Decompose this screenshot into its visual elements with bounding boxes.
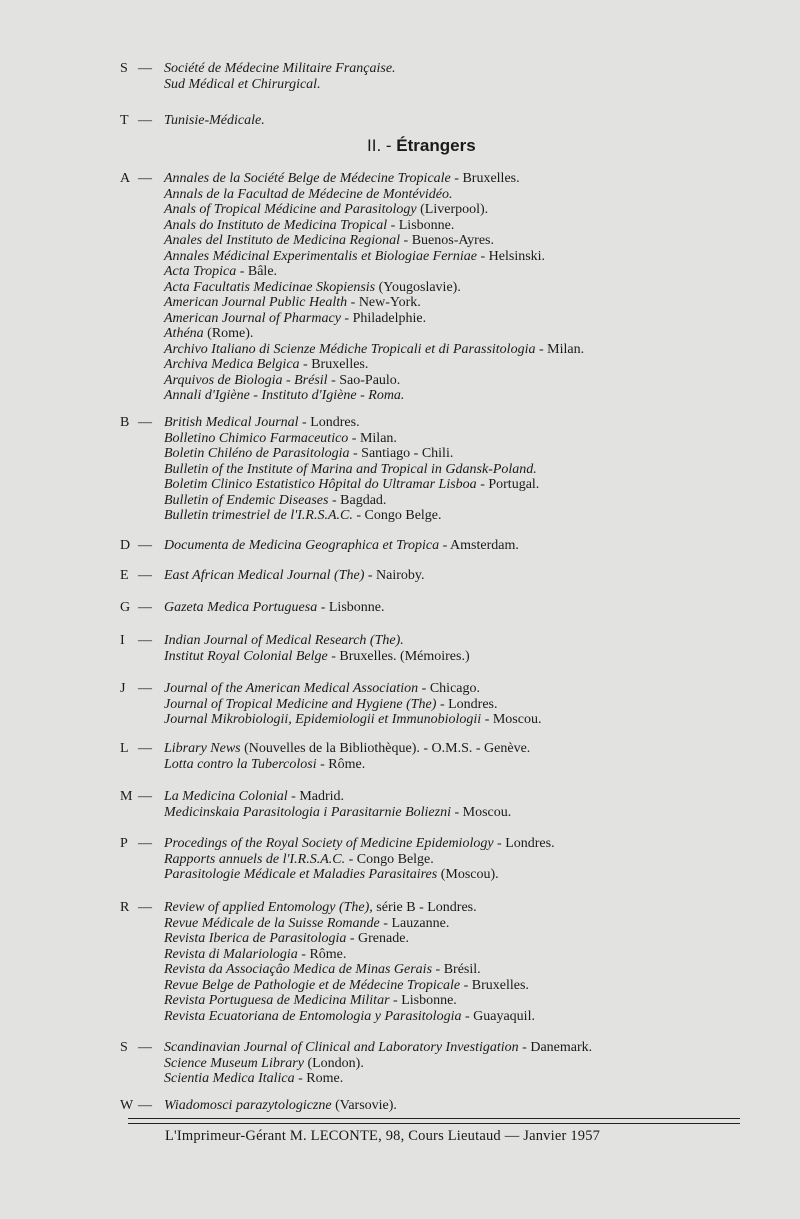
entry-separator: - [481, 712, 493, 727]
entry-text [164, 697, 498, 713]
journal-entry [0, 1009, 800, 1025]
journal-entry [0, 805, 800, 821]
journal-title: Indian Journal of Medical Research (The). [164, 633, 404, 648]
letter-dash: — [138, 741, 152, 756]
journal-entry [0, 187, 800, 203]
entry-separator: - [460, 977, 472, 993]
entry-text [164, 568, 425, 584]
entry-text [164, 342, 584, 358]
journal-title: Boletin Chiléno de Parasitologia [164, 446, 350, 461]
entry-text [164, 171, 520, 187]
journal-title: Anales del Instituto de Medicina Regional [164, 233, 401, 248]
heading-title: Étrangers [396, 136, 476, 155]
letter-group-l [0, 741, 800, 772]
letter-group-a [0, 171, 800, 404]
journal-location: Milan. [547, 341, 585, 357]
letter-dash: — [138, 1040, 152, 1055]
letter-group-b [0, 415, 800, 524]
journal-title: British Medical Journal [164, 415, 299, 430]
journal-entry [0, 681, 800, 697]
journal-location: Moscou. [462, 804, 512, 820]
entry-separator: - [299, 357, 312, 372]
journal-title: Parasitologie Médicale et Maladies Parasitaires [164, 867, 438, 882]
entry-separator: - [352, 508, 365, 523]
journal-location: Bruxelles. (Mémoires.) [339, 648, 470, 664]
entry-separator: - [346, 931, 359, 946]
entry-text [164, 649, 470, 665]
entry-text [164, 962, 481, 978]
journal-entry [0, 852, 800, 868]
section-letter: I [120, 633, 125, 648]
entry-text [164, 415, 360, 431]
section-letter: R [120, 900, 130, 915]
entry-separator: - [450, 804, 463, 820]
entry-text [164, 712, 541, 728]
journal-entry [0, 477, 800, 493]
entry-text [164, 931, 409, 947]
letter-dash: — [138, 633, 152, 648]
entry-text [164, 493, 386, 509]
journal-location: Congo Belge. [364, 508, 442, 523]
journal-title: Archiva Medica Belgica [164, 357, 300, 372]
journal-location: Bruxelles. [311, 357, 369, 372]
journal-location: Milan. [359, 430, 397, 446]
journal-location: (Varsovie). [335, 1098, 397, 1113]
entry-text [164, 1071, 343, 1087]
entry-text [164, 249, 545, 265]
entry-text [164, 633, 404, 649]
journal-entry [0, 373, 800, 389]
entry-separator: - [450, 171, 463, 186]
journal-entry [0, 218, 800, 234]
letter-group-g [0, 600, 800, 616]
journal-entry [0, 264, 800, 280]
entry-text [164, 538, 519, 554]
journal-entry [0, 633, 800, 649]
entry-separator: - [436, 696, 449, 712]
entry-text [164, 1009, 535, 1025]
journal-title: Scandinavian Journal of Clinical and Laboratory Investigation [164, 1040, 519, 1055]
journal-title: Société de Médecine Militaire Française. [164, 61, 396, 76]
journal-entry [0, 962, 800, 978]
journal-title: Revista da Associaçâo Medica de Minas Gerais [164, 962, 433, 977]
entry-separator: - [316, 756, 329, 772]
journal-entry [0, 947, 800, 963]
journal-location: Buenos-Ayres. [411, 233, 494, 248]
entry-text [164, 508, 442, 524]
journal-title: Annales de la Société Belge de Médecine Tropicale [164, 171, 451, 186]
letter-group-e [0, 568, 800, 584]
entry-separator: - [349, 446, 362, 461]
journal-location: Nairoby. [376, 568, 425, 583]
journal-title: Boletim Clinico Estatistico Hôpital do Ultramar Lisboa [164, 477, 477, 492]
journal-entry [0, 568, 800, 584]
letter-group-d [0, 538, 800, 554]
journal-title: Scientia Medica Italica [164, 1071, 295, 1086]
journal-entry [0, 900, 800, 916]
journal-entry [0, 697, 800, 713]
entry-separator: - [493, 836, 506, 851]
entry-text [164, 388, 404, 404]
entry-separator: - [476, 477, 489, 492]
entry-separator: - [340, 310, 353, 326]
journal-entry [0, 600, 800, 616]
journal-entry [0, 249, 800, 265]
journal-location: Lisbonne. [398, 217, 455, 233]
letter-group-m [0, 789, 800, 820]
journal-entry [0, 712, 800, 728]
entry-text [164, 280, 461, 296]
entry-separator: - [347, 295, 359, 310]
section-letter: W [120, 1098, 134, 1113]
letter-dash: — [138, 568, 152, 583]
journal-entry [0, 931, 800, 947]
entry-text [164, 681, 480, 697]
journal-title: Athéna [164, 326, 204, 341]
journal-location: Santiago - Chili. [361, 446, 454, 461]
entry-separator: - [298, 415, 311, 430]
entry-text [164, 233, 494, 249]
journal-title: Revue Belge de Pathologie et de Médecine Tropicale [164, 977, 461, 993]
entry-text [164, 357, 368, 373]
entry-separator: - [387, 217, 399, 233]
journal-title: East African Medical Journal (The) [164, 568, 365, 583]
letter-group-w [0, 1098, 800, 1114]
entry-text [164, 326, 253, 342]
journal-title: La Medicina Colonial [164, 789, 288, 804]
journal-location: Congo Belge. [356, 851, 434, 867]
journal-location: Danemark. [530, 1040, 593, 1055]
journal-location: Bagdad. [340, 492, 387, 508]
journal-title: Revista di Malariologia [164, 946, 298, 962]
journal-entry [0, 1056, 800, 1072]
journal-location: Chicago. [429, 681, 480, 696]
journal-location: Bruxelles. [462, 171, 520, 186]
entry-text [164, 373, 400, 389]
entry-text [164, 202, 488, 218]
letter-dash: — [138, 61, 152, 76]
entry-separator: - [236, 264, 248, 279]
letter-dash: — [138, 789, 152, 804]
entry-separator: - [348, 430, 360, 446]
journal-location: série B - Londres. [376, 900, 477, 915]
letter-group-r [0, 900, 800, 1024]
journal-location: Sao-Paulo. [339, 372, 401, 388]
entry-text [164, 61, 396, 77]
journal-title: American Journal Public Health [164, 295, 348, 310]
entry-text [164, 916, 449, 932]
entry-text [164, 1098, 397, 1114]
journal-title: Annali d'Igiène - Instituto d'Igiène - Roma. [164, 388, 405, 403]
section-letter: L [120, 741, 129, 756]
journal-location: Lauzanne. [391, 915, 450, 931]
journal-entry [0, 649, 800, 665]
letter-group-s [0, 1040, 800, 1087]
entry-text [164, 867, 499, 883]
journal-location: (Nouvelles de la Bibliothèque). - O.M.S. - Genève. [244, 741, 531, 756]
imprint-footer: L'Imprimeur-Gérant M. LECONTE, 98, Cours Lieutaud — Janvier 1957 [165, 1128, 601, 1144]
letter-dash: — [138, 600, 152, 615]
journal-title: Journal of Tropical Medicine and Hygiene (The) [164, 696, 437, 712]
journal-location: Londres. [505, 836, 555, 851]
letter-dash: — [138, 681, 152, 696]
journal-location: Madrid. [299, 789, 345, 804]
section-letter: T [120, 113, 129, 128]
entry-text [164, 789, 344, 805]
journal-title: Wiadomosci parazytologiczne [164, 1098, 332, 1113]
entry-separator: - [476, 248, 489, 264]
entry-text [164, 113, 265, 129]
journal-entry [0, 462, 800, 478]
journal-entry [0, 757, 800, 773]
journal-title: Arquivos de Biologia - Brésil [164, 372, 328, 388]
section-letter: P [120, 836, 128, 851]
journal-location: (London). [307, 1055, 364, 1071]
journal-title: Bulletin of the Institute of Marina and Tropical in Gdansk-Poland. [164, 461, 537, 477]
section-letter: B [120, 415, 130, 430]
letter-dash: — [138, 415, 152, 430]
entry-separator: - [518, 1040, 531, 1055]
section-letter: G [120, 600, 131, 615]
heading-separator: - [385, 136, 397, 155]
entry-separator: - [535, 341, 548, 357]
entry-separator: - [364, 568, 377, 583]
journal-location: Lisbonne. [401, 993, 457, 1008]
entry-text [164, 852, 434, 868]
journal-entry [0, 916, 800, 932]
journal-entry [0, 77, 800, 93]
journal-title: Library News [164, 741, 241, 756]
journal-location: Brésil. [443, 962, 481, 977]
journal-title: Archivo Italiano di Scienze Médiche Tropicali et di Parassitologia [164, 341, 536, 357]
journal-location: New-York. [358, 295, 421, 310]
entry-text [164, 805, 511, 821]
journal-title: Journal Mikrobiologii, Epidemiologii et Immunobiologii [164, 712, 482, 727]
journal-entry [0, 233, 800, 249]
letter-group-i [0, 633, 800, 664]
section-letter: J [120, 681, 126, 696]
journal-entry [0, 1098, 800, 1114]
journal-entry [0, 415, 800, 431]
letter-dash: — [138, 836, 152, 851]
journal-title: Acta Tropica [164, 264, 237, 279]
journal-entry [0, 295, 800, 311]
journal-title: Annales Médicinal Experimentalis et Biologiae Ferniae [164, 248, 477, 264]
footer-rule-bottom [128, 1123, 740, 1124]
journal-location: Guayaquil. [473, 1008, 535, 1024]
journal-title: Annals de la Facultad de Médecine de Montévidéo. [164, 186, 453, 202]
journal-entry [0, 113, 800, 129]
journal-entry [0, 836, 800, 852]
entry-text [164, 1056, 364, 1072]
entry-separator: - [345, 851, 357, 867]
section-letter: D [120, 538, 131, 553]
journal-title: Anals of Tropical Médicine and Parasitology [164, 202, 417, 217]
entry-separator: - [439, 538, 451, 553]
journal-title: Sud Médical et Chirurgical. [164, 76, 321, 92]
journal-entry [0, 446, 800, 462]
journal-location: (Liverpool). [420, 202, 489, 217]
journal-title: Revista Iberica de Parasitologia [164, 931, 347, 946]
journal-title: Institut Royal Colonial Belge [164, 648, 328, 664]
journal-title: Bolletino Chimico Farmaceutico [164, 430, 349, 446]
entry-text [164, 462, 537, 478]
journal-entry [0, 431, 800, 447]
section-letter: S [120, 1040, 128, 1055]
journal-title: Revue Médicale de la Suisse Romande [164, 915, 380, 931]
journal-location: Bruxelles. [471, 977, 529, 993]
journal-entry [0, 493, 800, 509]
journal-entry [0, 1071, 800, 1087]
journal-entry [0, 171, 800, 187]
journal-title: Procedings of the Royal Society of Medicine Epidemiology [164, 836, 494, 851]
letter-group-s [0, 61, 800, 92]
letter-group-j [0, 681, 800, 728]
journal-location: Rôme. [309, 946, 347, 962]
entry-text [164, 836, 555, 852]
entry-text [164, 311, 426, 327]
journal-entry [0, 326, 800, 342]
journal-entry [0, 357, 800, 373]
journal-title: Anals do Instituto de Medicina Tropical [164, 217, 388, 233]
section-letter: A [120, 171, 131, 186]
section-letter: E [120, 568, 129, 583]
entry-text [164, 264, 277, 280]
journal-location: Londres. [310, 415, 360, 430]
journal-title: Science Museum Library [164, 1055, 304, 1071]
journal-title: Journal of the American Medical Association [164, 681, 419, 696]
journal-location: (Yougoslavie). [378, 279, 461, 295]
journal-title: American Journal of Pharmacy [164, 310, 341, 326]
journal-title: Bulletin trimestriel de l'I.R.S.A.C. [164, 508, 353, 523]
letter-dash: — [138, 1098, 152, 1113]
journal-location: Lisbonne. [328, 600, 385, 615]
entry-text [164, 446, 453, 462]
entry-separator: - [389, 993, 402, 1008]
journal-title: Rapports annuels de l'I.R.S.A.C. [164, 851, 346, 867]
journal-entry [0, 388, 800, 404]
journal-title: Bulletin of Endemic Diseases [164, 492, 329, 508]
journal-entry [0, 741, 800, 757]
journal-title: Gazeta Medica Portuguesa [164, 600, 318, 615]
letter-dash: — [138, 113, 152, 128]
entry-separator: - [297, 946, 310, 962]
journal-entry [0, 202, 800, 218]
entry-text [164, 993, 457, 1009]
journal-location: Grenade. [358, 931, 409, 946]
journal-location: Londres. [448, 696, 498, 712]
journal-entry [0, 280, 800, 296]
footer-rule-top [128, 1118, 740, 1119]
journal-location: Rôme. [328, 756, 366, 772]
entry-text [164, 187, 452, 203]
journal-entry [0, 789, 800, 805]
entry-text [164, 295, 421, 311]
entry-text [164, 741, 530, 757]
journal-location: (Rome). [207, 326, 254, 341]
heading-number: II. [367, 136, 382, 155]
entry-separator: - [327, 648, 340, 664]
journal-location: Portugal. [488, 477, 540, 492]
journal-title: Lotta contro la Tubercolosi [164, 756, 317, 772]
journal-title: Medicinskaia Parasitologia i Parasitarnie Boliezni [164, 804, 451, 820]
entry-separator: - [287, 789, 300, 804]
journal-title: Revista Portuguesa de Medicina Militar [164, 993, 390, 1008]
letter-dash: — [138, 171, 152, 186]
entry-text [164, 218, 454, 234]
journal-entry [0, 61, 800, 77]
entry-separator: - [294, 1071, 307, 1086]
entry-separator: - [328, 492, 341, 508]
journal-entry [0, 508, 800, 524]
journal-title: Tunisie-Médicale. [164, 113, 265, 128]
journal-entry [0, 867, 800, 883]
journal-entry [0, 1040, 800, 1056]
entry-separator: - [379, 915, 392, 931]
journal-entry [0, 978, 800, 994]
entry-text [164, 600, 384, 616]
entry-text [164, 900, 477, 916]
letter-group-t [0, 113, 800, 129]
entry-text [164, 431, 397, 447]
entry-text [164, 978, 529, 994]
journal-location: Philadelphie. [352, 310, 427, 326]
journal-title: Revista Ecuatoriana de Entomologia y Parasitologia [164, 1008, 462, 1024]
section-letter: M [120, 789, 133, 804]
journal-location: Bâle. [247, 264, 278, 279]
journal-entry [0, 311, 800, 327]
letter-dash: — [138, 900, 152, 915]
entry-separator: - [327, 372, 340, 388]
journal-title: Documenta de Medicina Geographica et Tropica [164, 538, 440, 553]
letter-dash: — [138, 538, 152, 553]
entry-text [164, 757, 365, 773]
journal-entry [0, 342, 800, 358]
journal-location: Helsinski. [488, 248, 546, 264]
entry-text [164, 477, 539, 493]
journal-location: (Moscou). [440, 867, 499, 882]
entry-separator: - [461, 1008, 474, 1024]
entry-separator: - [400, 233, 412, 248]
entry-text [164, 77, 321, 93]
journal-entry [0, 993, 800, 1009]
entry-text [164, 1040, 592, 1056]
entry-separator: - [418, 681, 430, 696]
entry-separator: - [317, 600, 329, 615]
journal-title: Acta Facultatis Medicinae Skopiensis [164, 279, 376, 295]
journal-location: Moscou. [492, 712, 542, 727]
entry-text [164, 947, 346, 963]
section-heading-etrangers [367, 136, 476, 156]
journal-title: Review of applied Entomology (The), [164, 900, 373, 915]
entry-separator: - [432, 962, 444, 977]
letter-group-p [0, 836, 800, 883]
section-letter: S [120, 61, 128, 76]
journal-location: Rome. [306, 1071, 344, 1086]
journal-entry [0, 538, 800, 554]
journal-location: Amsterdam. [450, 538, 519, 553]
